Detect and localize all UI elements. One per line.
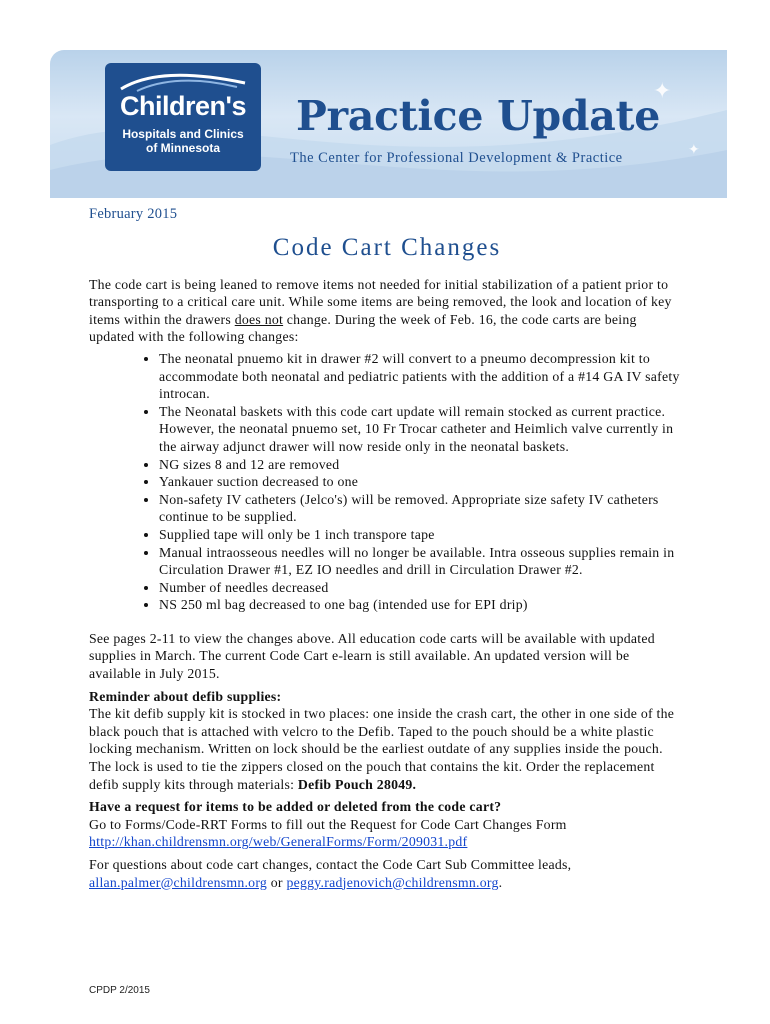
request-heading (89, 798, 685, 816)
request-heading-text: Have a request for items to be added or deleted from the code cart? (89, 799, 502, 815)
list-item: • The Neonatal baskets with this code cart update will remain stocked as current practice. However, the neonatal pnuemo set, 10 Fr Trocar catheter and Heimlich valve currently in the airway adjunct drawer will now reside only in the neonatal baskets. (159, 403, 685, 456)
defib-paragraph (89, 705, 685, 793)
practice-update-subtitle: The Center for Professional Development & Practice (290, 150, 623, 166)
request-link-line (89, 833, 685, 851)
changes-list (89, 350, 685, 614)
intro-text-underlined: does not (234, 311, 284, 327)
defib-heading (89, 688, 685, 706)
logo-wave-icon (117, 71, 249, 93)
logo-subtitle (105, 127, 261, 155)
document-body (89, 206, 685, 891)
childrens-logo[interactable] (105, 63, 261, 171)
list-item: • The neonatal pnuemo kit in drawer #2 will convert to a pneumo decompression kit to accommodate both neonatal and pediatric patients with the addition of a #14 GA IV safety introcan. (159, 350, 685, 403)
header-banner (50, 50, 727, 198)
list-item: • Yankauer suction decreased to one (159, 473, 685, 491)
list-item: • Manual intraosseous needles will no longer be available. Intra osseous supplies remain in Circulation Drawer #1, EZ IO needles and drill in Circulation Drawer #2. (159, 544, 685, 579)
list-item: • NG sizes 8 and 12 are removed (159, 456, 685, 474)
contact-email-link[interactable]: allan.palmer@childrensmn.org (89, 874, 268, 890)
logo-name: Children's (120, 91, 246, 121)
list-item: • Non-safety IV catheters (Jelco's) will be removed. Appropriate size safety IV catheters continue to be supplied. (159, 491, 685, 526)
defib-text: The kit defib supply kit is stocked in two places: one inside the crash cart, the other in one side of the black pouch that is attached with velcro to the Defib. Taped to the pouch should be a white plastic locking mechanism. Written on lock should be the earliest outdate of any supplies inside the pouch. The lock is used to tie the zippers closed on the pouch that contains the kit. Order the replacement defib supply kits through materials: (89, 706, 675, 792)
intro-text-before: The code cart is being leaned to remove items not needed for initial stabilization of a patient prior to transporting to a critical care unit. While some items are being removed, the look and location of key items within the drawers (89, 276, 672, 327)
contact-end: . (498, 874, 503, 890)
practice-update-title: Practice Update (296, 92, 660, 140)
defib-heading-text: Reminder about defib supplies: (89, 688, 282, 704)
defib-order-number: Defib Pouch 28049. (297, 776, 417, 792)
request-text: Go to Forms/Code-RRT Forms to fill out the Request for Code Cart Changes Form (89, 816, 567, 832)
star-icon: ✦ (653, 78, 672, 103)
intro-paragraph (89, 276, 685, 346)
contact-text: For questions about code cart changes, contact the Code Cart Sub Committee leads, (89, 857, 572, 872)
contact-or: or (267, 874, 287, 890)
request-form-link[interactable]: http://khan.childrensmn.org/web/GeneralForms/Form/209031.pdf (89, 834, 468, 850)
contact-email-link[interactable]: peggy.radjenovich@childrensmn.org (286, 874, 499, 890)
logo-sub-line2: of Minnesota (146, 141, 220, 155)
list-item: • Supplied tape will only be 1 inch transpore tape (159, 526, 685, 544)
list-item: • NS 250 ml bag decreased to one bag (intended use for EPI drip) (159, 596, 685, 614)
document-date: February 2015 (89, 206, 178, 222)
star-icon: ✦ (688, 143, 700, 158)
intro-text-after: change. During the week of Feb. 16, the code carts are being updated with the following changes: (89, 311, 637, 345)
logo-sub-line1: Hospitals and Clinics (122, 127, 244, 141)
contact-paragraph (89, 856, 685, 891)
pages-note: See pages 2-11 to view the changes above. All education code carts will be available with updated supplies in March. The current Code Cart e-learn is still available. An updated version will be available in July 2015. (89, 630, 655, 682)
footer-code: CPDP 2/2015 (89, 985, 150, 996)
list-item: • Number of needles decreased (159, 579, 685, 597)
document-title: Code Cart Changes (272, 233, 502, 261)
